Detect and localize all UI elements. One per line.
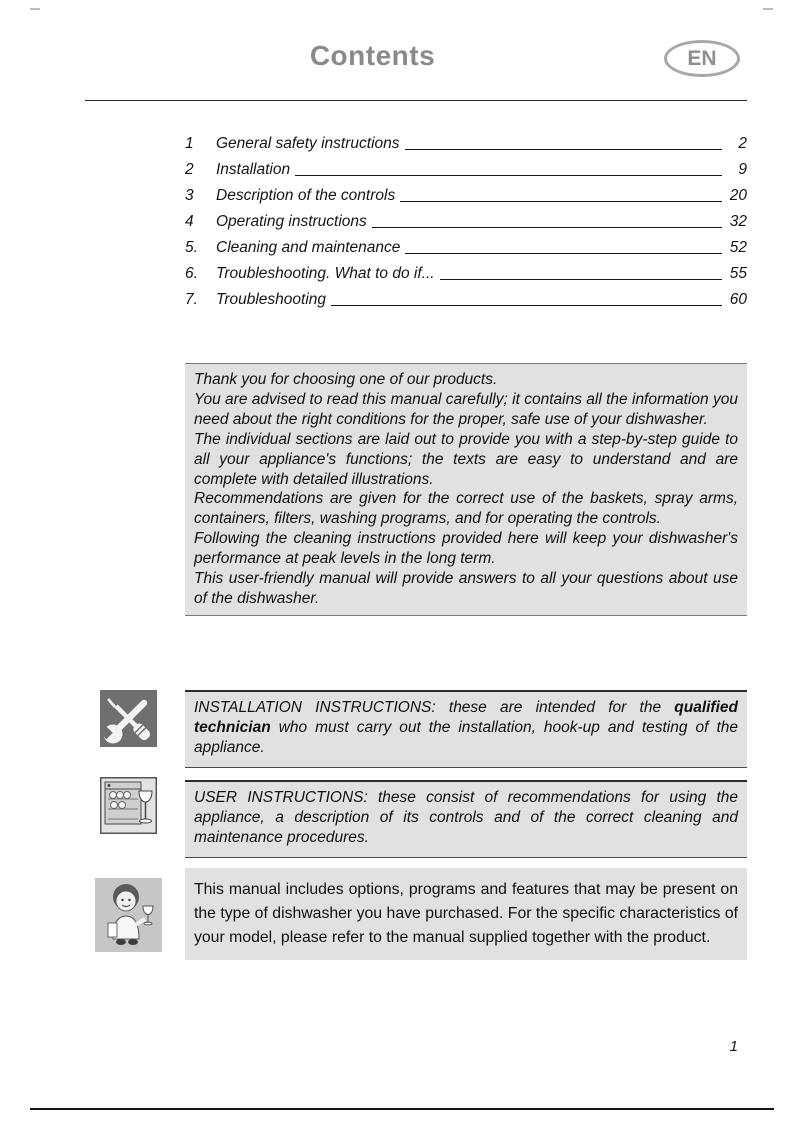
installation-instructions-box (185, 690, 747, 768)
table-of-contents (185, 127, 747, 309)
toc-title: Cleaning and maintenance (216, 239, 401, 256)
toc-row (185, 283, 747, 309)
toc-number: 3 (185, 187, 194, 204)
toc-number: 2 (185, 161, 194, 178)
crop-mark (30, 8, 40, 10)
toc-number: 7. (185, 291, 198, 308)
toc-page-number: 60 (729, 291, 747, 308)
crop-mark (763, 8, 773, 10)
toc-row (185, 153, 747, 179)
language-badge-label: EN (687, 46, 717, 70)
footer-rule (30, 1108, 774, 1110)
toc-page-number: 9 (738, 161, 747, 178)
page-title: Contents (309, 40, 436, 71)
toc-page-number: 52 (729, 239, 747, 256)
toc-leader-line (400, 201, 722, 202)
installation-text: INSTALLATION INSTRUCTIONS: these are intended for the (194, 699, 675, 716)
language-badge (664, 40, 740, 77)
toc-page-number: 2 (738, 135, 747, 152)
intro-paragraph: You are advised to read this manual carefully; it contains all the information you need about the right conditions for the proper, safe use of your dishwasher. (194, 390, 738, 428)
tools-icon (100, 690, 157, 747)
page-number: 1 (729, 1038, 738, 1055)
mascot-icon (95, 878, 162, 952)
toc-title: Installation (216, 161, 291, 178)
toc-title: Operating instructions (216, 213, 367, 230)
toc-leader-line (295, 175, 722, 176)
user-instructions-text: USER INSTRUCTIONS: these consist of recommendations for using the appliance, a description of its controls and of the correct cleaning and maintenance procedures. (194, 789, 738, 846)
toc-page-number: 55 (729, 265, 747, 282)
toc-title: Description of the controls (216, 187, 396, 204)
toc-number: 1 (185, 135, 194, 152)
toc-title: General safety instructions (216, 135, 400, 152)
toc-title: Troubleshooting (216, 291, 327, 308)
toc-page-number: 32 (729, 213, 747, 230)
toc-row (185, 179, 747, 205)
model-notice-box (185, 868, 747, 960)
toc-page-number: 20 (729, 187, 747, 204)
toc-leader-line (331, 305, 722, 306)
toc-row (185, 205, 747, 231)
intro-paragraph: Following the cleaning instructions provided here will keep your dishwasher's performance at peak levels in the long term. (194, 530, 738, 568)
toc-leader-line (440, 279, 722, 280)
intro-paragraph: Thank you for choosing one of our products. (194, 371, 498, 388)
user-instructions-box (185, 780, 747, 858)
toc-row (185, 257, 747, 283)
intro-paragraph: The individual sections are laid out to provide you with a step-by-step guide to all your appliance's functions; the texts are easy to understand and are complete with detailed illustrations. (194, 430, 738, 488)
intro-paragraph: This user-friendly manual will provide answers to all your questions about use of the dishwasher. (194, 570, 738, 607)
toc-row (185, 231, 747, 257)
installation-text-bold: qualified technician (194, 699, 738, 736)
toc-number: 4 (185, 213, 194, 230)
toc-number: 6. (185, 265, 198, 282)
dishwasher-glass-icon (100, 777, 157, 834)
header-divider (85, 100, 747, 101)
toc-title: Troubleshooting. What to do if... (216, 265, 435, 282)
toc-number: 5. (185, 239, 198, 256)
installation-text: who must carry out the installation, hook-up and testing of the appliance. (194, 718, 738, 756)
intro-paragraph: Recommendations are given for the correct use of the baskets, spray arms, containers, filters, washing programs, and for operating the controls. (194, 490, 738, 528)
toc-leader-line (372, 227, 722, 228)
model-notice-text: This manual includes options, programs and features that may be present on the type of dishwasher you have purchased. For the specific characteristics of your model, please refer to the manual supplied together with the product. (194, 881, 738, 946)
toc-row (185, 127, 747, 153)
intro-text-box (185, 363, 747, 616)
toc-leader-line (405, 253, 722, 254)
toc-leader-line (405, 149, 722, 150)
